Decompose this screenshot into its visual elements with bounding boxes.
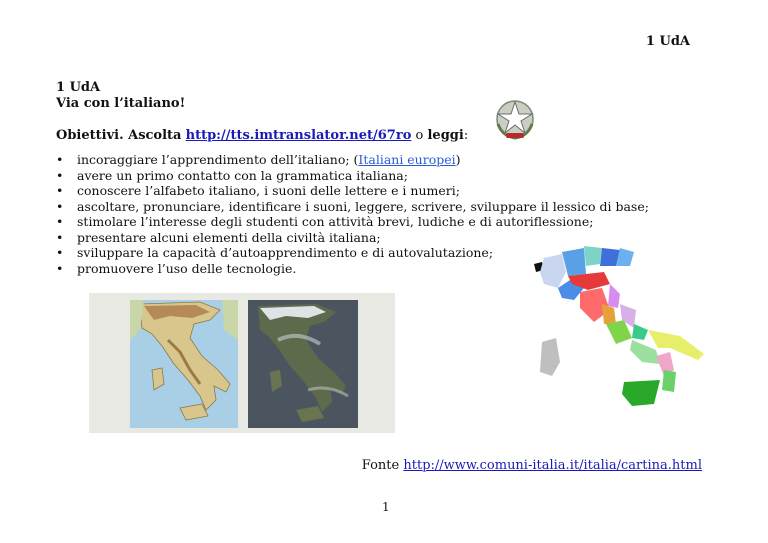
source-label: Fonte <box>361 458 400 473</box>
running-head: 1 UdA <box>645 34 690 49</box>
objectives-line <box>56 128 468 143</box>
list-item: • avere un primo contatto con la grammatica italiana; <box>56 168 649 184</box>
source-line <box>362 458 702 473</box>
list-item: • stimolare l’interesse degli studenti con attività brevi, ludiche e di autoriflessione; <box>56 214 649 230</box>
tts-link[interactable]: http://tts.imtranslator.net/67ro <box>185 128 412 143</box>
title-block <box>56 80 185 112</box>
physical-map-image <box>130 300 238 428</box>
source-link[interactable]: http://www.comuni-italia.it/italia/cartina.html <box>403 458 702 473</box>
italiani-europei-link[interactable]: Italiani europei <box>358 152 456 167</box>
italian-republic-emblem-icon <box>492 96 538 142</box>
objectives-colon: : <box>463 128 469 143</box>
page-number: 1 <box>382 500 390 514</box>
italy-regions-map <box>528 244 708 414</box>
list-item: • sviluppare la capacità d’autoapprendimento e di autovalutazione; <box>56 245 649 261</box>
unit-number: 1 UdA <box>56 80 101 95</box>
list-item: • incoraggiare l’apprendimento dell’italiano; (Italiani europei) <box>56 152 649 168</box>
objectives-connector: o <box>415 128 424 143</box>
read-label: leggi <box>427 128 464 143</box>
list-item: • ascoltare, pronunciare, identificare i suoni, leggere, scrivere, sviluppare il lessico di base; <box>56 199 649 215</box>
list-item: • promuovere l’uso delle tecnologie. <box>56 261 649 277</box>
list-item: • conoscere l’alfabeto italiano, i suoni delle lettere e i numeri; <box>56 183 649 199</box>
page-title: Via con l’italiano! <box>56 96 186 111</box>
satellite-map-image <box>248 300 358 428</box>
objectives-label: Obiettivi. Ascolta <box>56 128 182 143</box>
list-item: • presentare alcuni elementi della civiltà italiana; <box>56 230 649 246</box>
